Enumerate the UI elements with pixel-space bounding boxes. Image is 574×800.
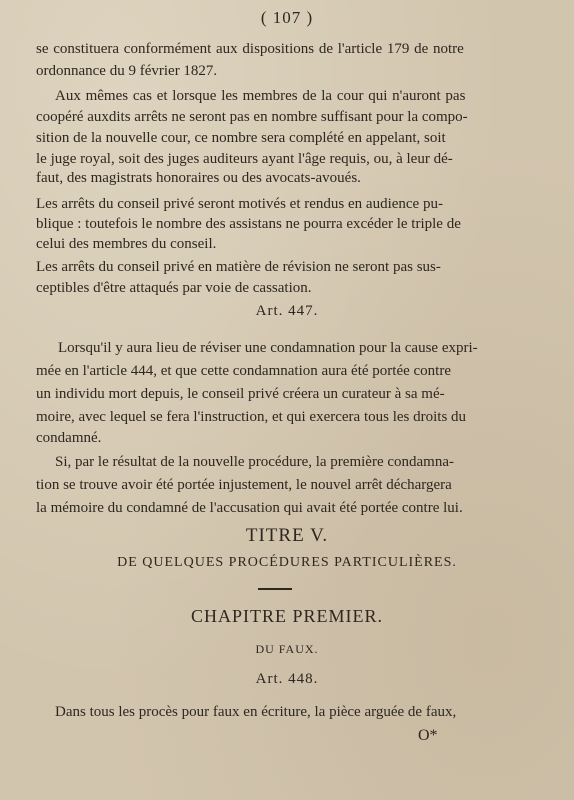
divider-rule xyxy=(258,588,292,590)
text-line: Si, par le résultat de la nouvelle procédure, la première condamna- xyxy=(55,454,454,470)
text-line: mée en l'article 444, et que cette condamnation aura été portée contre xyxy=(36,363,451,379)
text-line: Les arrêts du conseil privé seront motivés et rendus en audience pu- xyxy=(36,196,443,212)
article-heading: Art. 447. xyxy=(255,303,319,319)
text-line: moire, avec lequel se fera l'instruction, et qui exercera tous les droits du xyxy=(36,409,467,425)
chapter-title: CHAPITRE PREMIER. xyxy=(190,606,384,626)
text-line: un individu mort depuis, le conseil privé créera un curateur à sa mé- xyxy=(36,386,445,402)
article-heading: Art. 448. xyxy=(255,671,319,687)
text-line: Dans tous les procès pour faux en écriture, la pièce arguée de faux, xyxy=(55,704,457,720)
text-line: ordonnance du 9 février 1827. xyxy=(36,63,218,79)
text-line: ceptibles d'être attaqués par voie de cassation. xyxy=(36,280,312,296)
text-line: blique : toutefois le nombre des assistans ne pourra excéder le triple de xyxy=(36,216,461,232)
text-line: coopéré auxdits arrêts ne seront pas en nombre suffisant pour la compo- xyxy=(36,109,468,125)
section-subtitle: DE QUELQUES PROCÉDURES PARTICULIÈRES. xyxy=(117,555,457,570)
text-line: sition de la nouvelle cour, ce nombre sera complété en appelant, soit xyxy=(36,130,446,146)
text-line: se constituera conformément aux dispositions de l'article 179 de notre xyxy=(36,41,464,57)
text-line: condamné. xyxy=(36,430,102,446)
text-line: la mémoire du condamné de l'accusation qui avait été portée contre lui. xyxy=(36,500,463,516)
text-line: tion se trouve avoir été portée injustement, le nouvel arrêt déchargera xyxy=(36,477,452,493)
text-line: Aux mêmes cas et lorsque les membres de la cour qui n'auront pas xyxy=(55,88,466,104)
signature-mark: O* xyxy=(418,727,438,744)
section-title: TITRE V. xyxy=(245,525,329,546)
text-line: le juge royal, soit des juges auditeurs ayant l'âge requis, ou, à leur dé- xyxy=(36,151,453,167)
page-number: ( 107 ) xyxy=(260,8,314,27)
text-line: celui des membres du conseil. xyxy=(36,236,217,252)
text-line: Les arrêts du conseil privé en matière de révision ne seront pas sus- xyxy=(36,259,441,275)
text-line: faut, des magistrats honoraires ou des avocats-avoués. xyxy=(36,170,361,186)
text-line: Lorsqu'il y aura lieu de réviser une condamnation pour la cause expri- xyxy=(58,340,478,356)
chapter-subtitle: DU FAUX. xyxy=(255,642,319,656)
